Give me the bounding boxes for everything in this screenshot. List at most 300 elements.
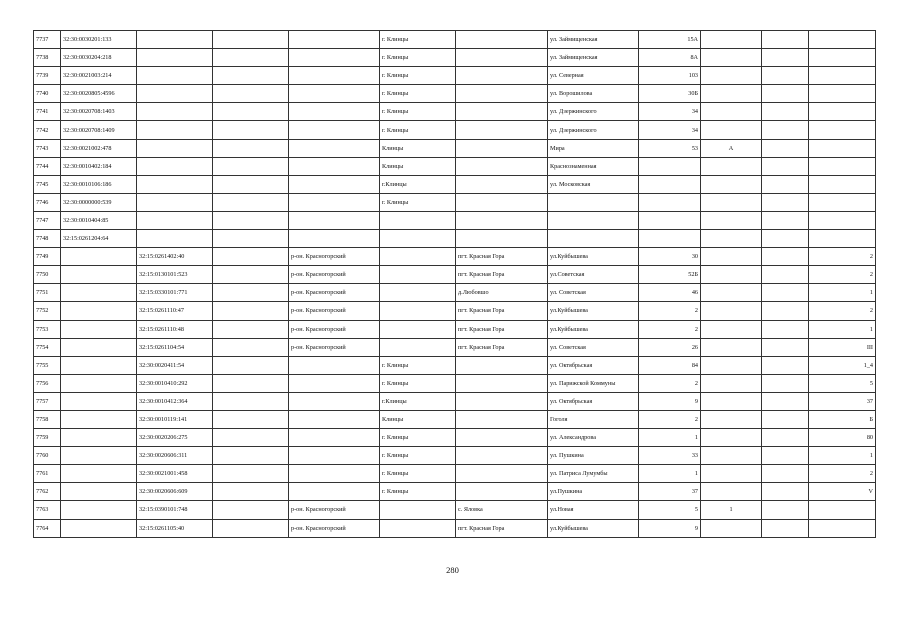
street-cell: ул. Дзержинского — [548, 103, 639, 121]
cadastral-number-a-cell: 32:30:0030204:218 — [61, 49, 137, 67]
apartment-cell: 1 — [809, 284, 876, 302]
structure-cell — [762, 121, 809, 139]
building-cell — [701, 103, 762, 121]
cadastral-number-b-cell: 32:30:0020206:275 — [137, 429, 213, 447]
street-cell: ул. Займищенская — [548, 49, 639, 67]
cadastral-number-a-cell — [61, 356, 137, 374]
cadastral-number-c-cell — [213, 519, 289, 537]
house-number-cell: 5 — [639, 501, 701, 519]
row-number-cell: 7755 — [34, 356, 61, 374]
cadastral-number-a-cell — [61, 374, 137, 392]
district-cell — [289, 103, 380, 121]
building-cell — [701, 429, 762, 447]
house-number-cell: 8А — [639, 49, 701, 67]
district-cell: р-он. Красногорский — [289, 519, 380, 537]
table-row — [34, 320, 876, 338]
row-number-cell: 7762 — [34, 483, 61, 501]
apartment-cell — [809, 85, 876, 103]
row-number-cell: 7741 — [34, 103, 61, 121]
settlement-cell: пгт. Красная Гора — [456, 320, 548, 338]
settlement-cell — [456, 429, 548, 447]
cadastral-number-c-cell — [213, 49, 289, 67]
building-cell — [701, 31, 762, 49]
street-cell: ул. Патриса Лумумбы — [548, 465, 639, 483]
building-cell — [701, 211, 762, 229]
cadastral-number-a-cell — [61, 266, 137, 284]
cadastral-number-a-cell — [61, 320, 137, 338]
settlement-cell: д.Любовшо — [456, 284, 548, 302]
house-number-cell — [639, 157, 701, 175]
settlement-cell: с. Яловка — [456, 501, 548, 519]
house-number-cell: 84 — [639, 356, 701, 374]
building-cell — [701, 175, 762, 193]
cadastral-number-a-cell: 32:30:0020708:1403 — [61, 103, 137, 121]
apartment-cell — [809, 157, 876, 175]
table-row — [34, 193, 876, 211]
cadastral-number-c-cell — [213, 103, 289, 121]
cadastral-number-a-cell: 32:30:0010106:186 — [61, 175, 137, 193]
cadastral-number-a-cell — [61, 519, 137, 537]
cadastral-number-b-cell: 32:15:0261104:54 — [137, 338, 213, 356]
apartment-cell — [809, 519, 876, 537]
apartment-cell — [809, 121, 876, 139]
building-cell: А — [701, 139, 762, 157]
city-cell: г. Клинцы — [380, 103, 456, 121]
building-cell — [701, 230, 762, 248]
city-cell — [380, 230, 456, 248]
row-number-cell: 7749 — [34, 248, 61, 266]
city-cell: г. Клинцы — [380, 85, 456, 103]
settlement-cell — [456, 447, 548, 465]
row-number-cell: 7737 — [34, 31, 61, 49]
table-row — [34, 211, 876, 229]
structure-cell — [762, 266, 809, 284]
apartment-cell — [809, 193, 876, 211]
cadastral-number-b-cell: 32:15:0261105:40 — [137, 519, 213, 537]
table-row — [34, 31, 876, 49]
row-number-cell: 7743 — [34, 139, 61, 157]
street-cell: Гоголя — [548, 410, 639, 428]
table-row — [34, 447, 876, 465]
city-cell — [380, 501, 456, 519]
building-cell — [701, 465, 762, 483]
row-number-cell: 7739 — [34, 67, 61, 85]
table-row — [34, 139, 876, 157]
apartment-cell: 2 — [809, 302, 876, 320]
structure-cell — [762, 501, 809, 519]
house-number-cell: 1 — [639, 429, 701, 447]
structure-cell — [762, 356, 809, 374]
building-cell: 1 — [701, 501, 762, 519]
cadastral-number-b-cell: 32:30:0010119:141 — [137, 410, 213, 428]
street-cell: ул. Ворошилова — [548, 85, 639, 103]
house-number-cell — [639, 193, 701, 211]
district-cell: р-он. Красногорский — [289, 266, 380, 284]
cadastral-number-b-cell — [137, 211, 213, 229]
house-number-cell: 2 — [639, 302, 701, 320]
row-number-cell: 7756 — [34, 374, 61, 392]
cadastral-number-c-cell — [213, 266, 289, 284]
city-cell — [380, 248, 456, 266]
building-cell — [701, 356, 762, 374]
settlement-cell — [456, 85, 548, 103]
building-cell — [701, 121, 762, 139]
settlement-cell — [456, 31, 548, 49]
street-cell — [548, 193, 639, 211]
table-row — [34, 248, 876, 266]
settlement-cell — [456, 211, 548, 229]
city-cell: г. Клинцы — [380, 121, 456, 139]
settlement-cell: пгт. Красная Гора — [456, 248, 548, 266]
house-number-cell: 46 — [639, 284, 701, 302]
house-number-cell: 9 — [639, 519, 701, 537]
table-row — [34, 266, 876, 284]
settlement-cell — [456, 465, 548, 483]
row-number-cell: 7754 — [34, 338, 61, 356]
table-row — [34, 465, 876, 483]
cadastral-number-a-cell: 32:30:0010404:85 — [61, 211, 137, 229]
apartment-cell — [809, 103, 876, 121]
cadastral-number-b-cell: 32:30:0020606:609 — [137, 483, 213, 501]
cadastral-number-b-cell — [137, 157, 213, 175]
settlement-cell — [456, 67, 548, 85]
cadastral-number-a-cell: 32:30:0030201:133 — [61, 31, 137, 49]
cadastral-number-a-cell — [61, 248, 137, 266]
building-cell — [701, 338, 762, 356]
cadastral-number-a-cell — [61, 284, 137, 302]
table-row — [34, 338, 876, 356]
table-row — [34, 392, 876, 410]
table-row — [34, 49, 876, 67]
settlement-cell — [456, 121, 548, 139]
building-cell — [701, 483, 762, 501]
table-row — [34, 483, 876, 501]
structure-cell — [762, 230, 809, 248]
street-cell — [548, 211, 639, 229]
district-cell — [289, 447, 380, 465]
house-number-cell: 33 — [639, 447, 701, 465]
settlement-cell — [456, 157, 548, 175]
house-number-cell: 52Б — [639, 266, 701, 284]
row-number-cell: 7748 — [34, 230, 61, 248]
table-row — [34, 284, 876, 302]
apartment-cell: 2 — [809, 465, 876, 483]
cadastral-number-c-cell — [213, 483, 289, 501]
structure-cell — [762, 483, 809, 501]
cadastral-number-a-cell: 32:30:0010402:184 — [61, 157, 137, 175]
apartment-cell: 5 — [809, 374, 876, 392]
cadastral-number-c-cell — [213, 67, 289, 85]
district-cell — [289, 429, 380, 447]
city-cell — [380, 519, 456, 537]
cadastral-number-c-cell — [213, 157, 289, 175]
settlement-cell — [456, 175, 548, 193]
street-cell: ул. Октябрьская — [548, 356, 639, 374]
settlement-cell — [456, 483, 548, 501]
cadastral-number-c-cell — [213, 139, 289, 157]
table-row — [34, 121, 876, 139]
cadastral-number-b-cell: 32:15:0330101:771 — [137, 284, 213, 302]
district-cell — [289, 85, 380, 103]
cadastral-number-c-cell — [213, 320, 289, 338]
row-number-cell: 7752 — [34, 302, 61, 320]
cadastral-number-a-cell — [61, 429, 137, 447]
district-cell: р-он. Красногорский — [289, 302, 380, 320]
house-number-cell — [639, 175, 701, 193]
cadastral-number-c-cell — [213, 175, 289, 193]
cadastral-number-c-cell — [213, 465, 289, 483]
cadastral-number-b-cell — [137, 139, 213, 157]
cadastral-number-a-cell: 32:30:0021002:478 — [61, 139, 137, 157]
structure-cell — [762, 338, 809, 356]
structure-cell — [762, 211, 809, 229]
cadastral-number-b-cell — [137, 67, 213, 85]
city-cell — [380, 266, 456, 284]
city-cell: г. Клинцы — [380, 465, 456, 483]
city-cell: г. Клинцы — [380, 31, 456, 49]
apartment-cell — [809, 31, 876, 49]
district-cell — [289, 465, 380, 483]
building-cell — [701, 447, 762, 465]
settlement-cell: пгт. Красная Гора — [456, 266, 548, 284]
district-cell — [289, 157, 380, 175]
building-cell — [701, 392, 762, 410]
district-cell: р-он. Красногорский — [289, 320, 380, 338]
street-cell: ул.Советская — [548, 266, 639, 284]
structure-cell — [762, 49, 809, 67]
street-cell: ул.Пушкина — [548, 483, 639, 501]
city-cell — [380, 338, 456, 356]
apartment-cell: 80 — [809, 429, 876, 447]
building-cell — [701, 248, 762, 266]
structure-cell — [762, 320, 809, 338]
apartment-cell: 37 — [809, 392, 876, 410]
district-cell: р-он. Красногорский — [289, 284, 380, 302]
row-number-cell: 7763 — [34, 501, 61, 519]
table-row — [34, 85, 876, 103]
cadastral-number-b-cell — [137, 85, 213, 103]
cadastral-number-c-cell — [213, 121, 289, 139]
cadastral-number-b-cell — [137, 230, 213, 248]
cadastral-number-c-cell — [213, 302, 289, 320]
street-cell: ул. Северная — [548, 67, 639, 85]
cadastral-number-a-cell — [61, 338, 137, 356]
table-row — [34, 356, 876, 374]
street-cell: ул.Куйбышева — [548, 248, 639, 266]
table-row — [34, 374, 876, 392]
cadastral-number-c-cell — [213, 230, 289, 248]
structure-cell — [762, 465, 809, 483]
house-number-cell — [639, 211, 701, 229]
building-cell — [701, 157, 762, 175]
house-number-cell: 15А — [639, 31, 701, 49]
cadastral-number-c-cell — [213, 501, 289, 519]
district-cell — [289, 374, 380, 392]
cadastral-number-c-cell — [213, 447, 289, 465]
structure-cell — [762, 248, 809, 266]
table-row — [34, 501, 876, 519]
building-cell — [701, 284, 762, 302]
structure-cell — [762, 193, 809, 211]
house-number-cell: 2 — [639, 320, 701, 338]
house-number-cell: 2 — [639, 410, 701, 428]
city-cell: Клинцы — [380, 410, 456, 428]
cadastral-number-a-cell — [61, 483, 137, 501]
building-cell — [701, 193, 762, 211]
cadastral-number-b-cell: 32:15:0390101:748 — [137, 501, 213, 519]
page-number: 280 — [446, 565, 459, 575]
cadastral-number-c-cell — [213, 284, 289, 302]
city-cell: г. Клинцы — [380, 67, 456, 85]
cadastral-number-b-cell — [137, 193, 213, 211]
cadastral-number-c-cell — [213, 338, 289, 356]
cadastral-number-b-cell — [137, 121, 213, 139]
cadastral-number-a-cell — [61, 302, 137, 320]
cadastral-number-a-cell — [61, 447, 137, 465]
street-cell: Мира — [548, 139, 639, 157]
house-number-cell: 9 — [639, 392, 701, 410]
row-number-cell: 7761 — [34, 465, 61, 483]
building-cell — [701, 320, 762, 338]
city-cell: Клинцы — [380, 139, 456, 157]
house-number-cell: 30Б — [639, 85, 701, 103]
registry-table — [33, 30, 876, 538]
district-cell — [289, 49, 380, 67]
district-cell — [289, 230, 380, 248]
district-cell — [289, 410, 380, 428]
cadastral-number-b-cell — [137, 175, 213, 193]
city-cell: г. Клинцы — [380, 447, 456, 465]
cadastral-number-b-cell: 32:15:0261110:48 — [137, 320, 213, 338]
settlement-cell — [456, 374, 548, 392]
cadastral-number-b-cell — [137, 49, 213, 67]
cadastral-number-c-cell — [213, 248, 289, 266]
cadastral-number-b-cell: 32:30:0021001:458 — [137, 465, 213, 483]
cadastral-number-c-cell — [213, 85, 289, 103]
settlement-cell — [456, 356, 548, 374]
apartment-cell — [809, 139, 876, 157]
district-cell — [289, 121, 380, 139]
row-number-cell: 7740 — [34, 85, 61, 103]
cadastral-number-b-cell: 32:15:0261402:40 — [137, 248, 213, 266]
apartment-cell — [809, 67, 876, 85]
street-cell: ул.Куйбышева — [548, 320, 639, 338]
house-number-cell: 1 — [639, 465, 701, 483]
row-number-cell: 7742 — [34, 121, 61, 139]
structure-cell — [762, 67, 809, 85]
table-row — [34, 230, 876, 248]
house-number-cell: 53 — [639, 139, 701, 157]
street-cell: ул. Октябрьская — [548, 392, 639, 410]
street-cell: ул.Куйбышева — [548, 302, 639, 320]
structure-cell — [762, 519, 809, 537]
street-cell: ул. Советская — [548, 338, 639, 356]
apartment-cell: 1_4 — [809, 356, 876, 374]
house-number-cell: 37 — [639, 483, 701, 501]
cadastral-number-c-cell — [213, 410, 289, 428]
building-cell — [701, 266, 762, 284]
city-cell: г.Клинцы — [380, 392, 456, 410]
row-number-cell: 7746 — [34, 193, 61, 211]
city-cell — [380, 211, 456, 229]
row-number-cell: 7738 — [34, 49, 61, 67]
cadastral-number-c-cell — [213, 211, 289, 229]
building-cell — [701, 85, 762, 103]
apartment-cell: III — [809, 338, 876, 356]
city-cell: г. Клинцы — [380, 193, 456, 211]
structure-cell — [762, 157, 809, 175]
city-cell: г. Клинцы — [380, 374, 456, 392]
district-cell: р-он. Красногорский — [289, 338, 380, 356]
city-cell: г. Клинцы — [380, 49, 456, 67]
cadastral-number-b-cell — [137, 103, 213, 121]
settlement-cell: пгт. Красная Гора — [456, 302, 548, 320]
table-row — [34, 429, 876, 447]
cadastral-number-a-cell: 32:15:0261204:64 — [61, 230, 137, 248]
house-number-cell: 34 — [639, 121, 701, 139]
building-cell — [701, 67, 762, 85]
row-number-cell: 7744 — [34, 157, 61, 175]
cadastral-number-a-cell: 32:30:0020708:1409 — [61, 121, 137, 139]
settlement-cell — [456, 230, 548, 248]
table-row — [34, 103, 876, 121]
building-cell — [701, 302, 762, 320]
city-cell: Клинцы — [380, 157, 456, 175]
cadastral-number-a-cell — [61, 465, 137, 483]
apartment-cell: 1 — [809, 320, 876, 338]
row-number-cell: 7759 — [34, 429, 61, 447]
district-cell: р-он. Красногорский — [289, 501, 380, 519]
building-cell — [701, 374, 762, 392]
apartment-cell — [809, 49, 876, 67]
street-cell: ул. Дзержинского — [548, 121, 639, 139]
row-number-cell: 7745 — [34, 175, 61, 193]
settlement-cell — [456, 193, 548, 211]
city-cell — [380, 302, 456, 320]
street-cell: ул. Займищенская — [548, 31, 639, 49]
settlement-cell: пгт. Красная Гора — [456, 519, 548, 537]
table-row — [34, 410, 876, 428]
row-number-cell: 7760 — [34, 447, 61, 465]
district-cell — [289, 392, 380, 410]
house-number-cell: 2 — [639, 374, 701, 392]
city-cell: г. Клинцы — [380, 429, 456, 447]
cadastral-number-c-cell — [213, 31, 289, 49]
cadastral-number-b-cell: 32:15:0261110:47 — [137, 302, 213, 320]
street-cell: ул. Советская — [548, 284, 639, 302]
structure-cell — [762, 447, 809, 465]
structure-cell — [762, 284, 809, 302]
building-cell — [701, 410, 762, 428]
settlement-cell — [456, 392, 548, 410]
table-row — [34, 175, 876, 193]
apartment-cell: 2 — [809, 248, 876, 266]
settlement-cell — [456, 49, 548, 67]
apartment-cell: 1 — [809, 447, 876, 465]
apartment-cell: Б — [809, 410, 876, 428]
row-number-cell: 7751 — [34, 284, 61, 302]
cadastral-number-a-cell — [61, 392, 137, 410]
street-cell — [548, 230, 639, 248]
building-cell — [701, 49, 762, 67]
city-cell: г. Клинцы — [380, 483, 456, 501]
building-cell — [701, 519, 762, 537]
street-cell: ул. Пушкина — [548, 447, 639, 465]
district-cell — [289, 175, 380, 193]
apartment-cell — [809, 230, 876, 248]
cadastral-number-c-cell — [213, 356, 289, 374]
district-cell — [289, 356, 380, 374]
